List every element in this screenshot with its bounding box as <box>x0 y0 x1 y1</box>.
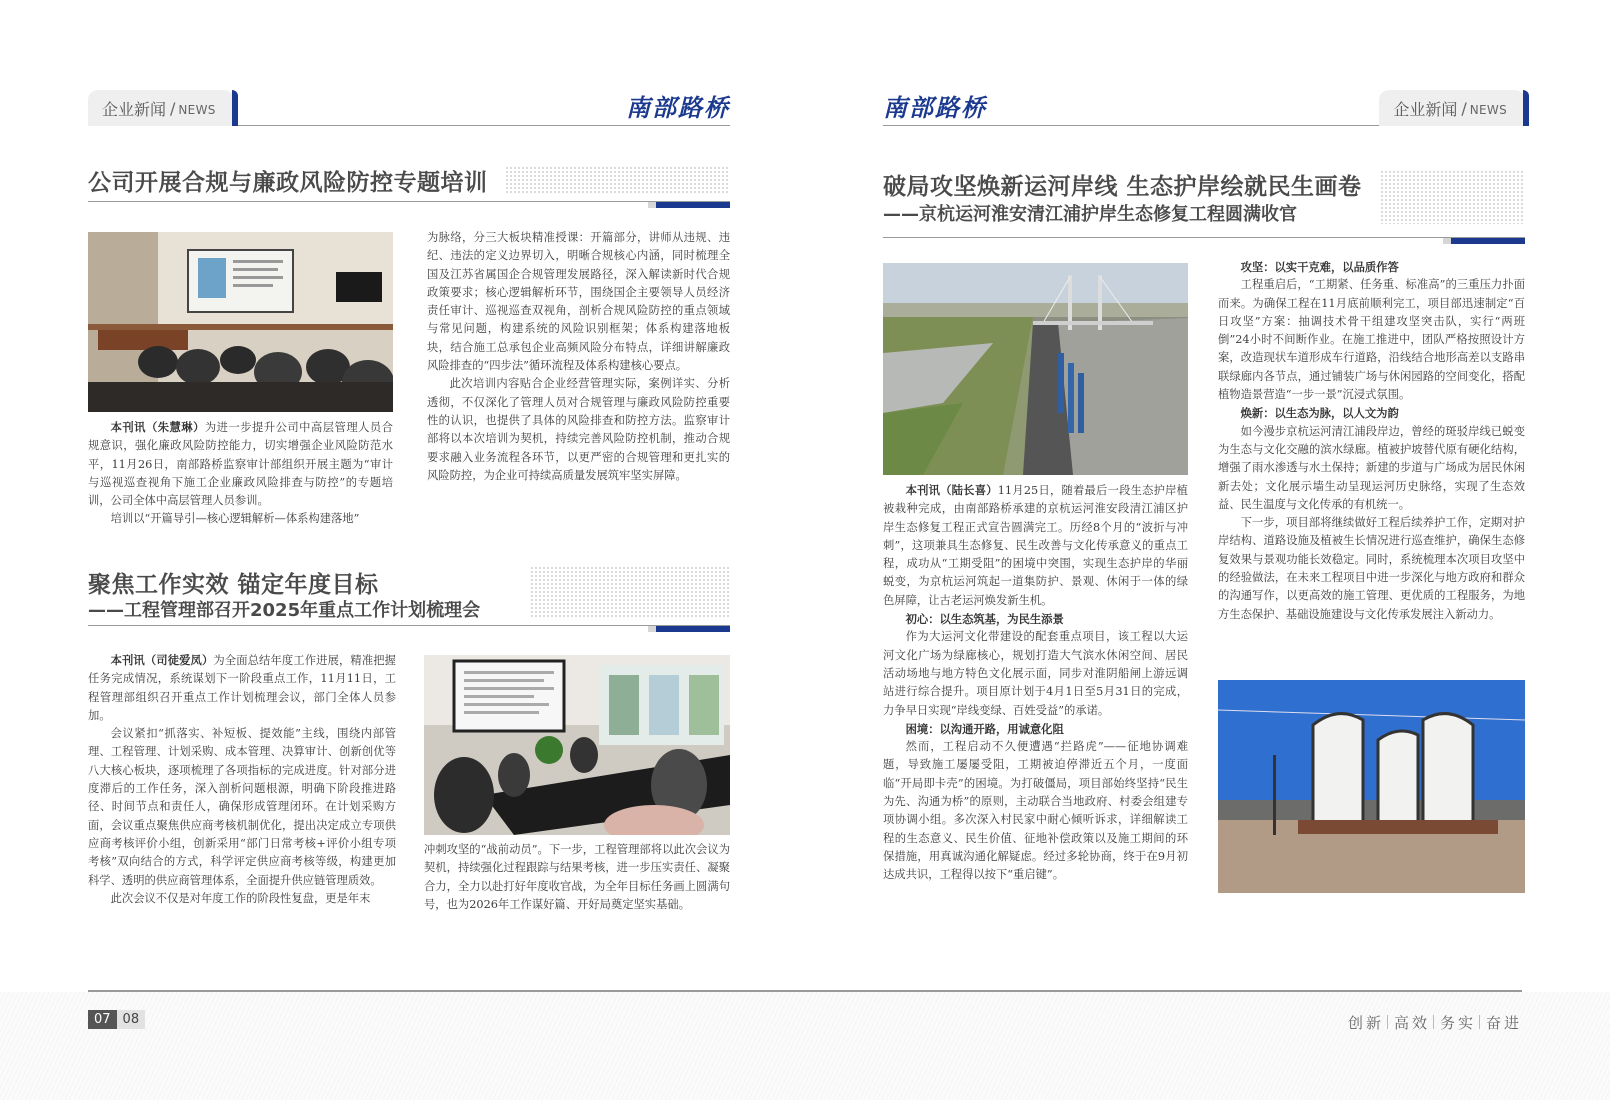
page-number-right: 08 <box>117 1010 146 1029</box>
accent-bar-blue <box>656 626 730 632</box>
page-header-right <box>883 88 1525 126</box>
article3-para2: 作为大运河文化带建设的配套重点项目，该工程以大运河文化广场为绿廊核心，规划打造大气滨水休闲空间、居民活动场地与地方特色文化展示面，同步对淮阴船闸上游远调站进行综合提升。项目原计划于4月1日至5月31日的完成，力争早日实现“岸线变绿、百姓受益”的承诺。 <box>883 630 1188 717</box>
meeting-room-image <box>424 655 730 835</box>
article2-para3-start: 此次会议不仅是对年度工作的阶段性复盘，更是年末 <box>110 891 371 905</box>
article1-para2-start: 培训以“开篇导引—核心逻辑解析—体系构建落地” <box>110 512 360 526</box>
article3-photo-aerial <box>883 263 1188 475</box>
article1-para1: 本刊讯（朱慧琳）为进一步提升公司中高层管理人员合规意识，强化廉政风险防控能力，切实增强企业风险防范水平，11月26日，南部路桥监察审计部组织开展主题为“审计与巡视巡查视角下施工企业廉政风险排查与防控”的专题培训，公司全体中高层管理人员参训。 <box>88 420 393 508</box>
article2-title: 聚焦工作实效 锚定年度目标 <box>88 572 379 598</box>
article3-subheading-2: 困境：以沟通开路，用诚意化阻 <box>905 721 1064 736</box>
accent-bar-grey <box>648 626 656 632</box>
article3-para4: 工程重启后，“工期紧、任务重、标准高”的三重压力扑面而来。为确保工程在11月底前顺利完工，项目部迅速制定“百日攻坚”方案：抽调技术骨干组建攻坚突击队，实行“两班倒”24小时不间断作业。在施工推进中，团队严格按照设计方案，改造现状车道形成车行道路，沿线结合地形高差以支路串联绿廊内各节点，通过铺装广场与休闲园路的空间变化，搭配植物造景营造“一步一景”沉浸式氛围。 <box>1218 278 1525 402</box>
article3-subheading-3: 攻坚：以实干克难，以品质作答 <box>1240 260 1399 274</box>
brand-logo: 南部路桥 <box>626 93 730 122</box>
article2-headline <box>88 566 730 626</box>
slogan-word: 高效 <box>1393 1014 1430 1032</box>
article3-photo-wall <box>1218 680 1525 893</box>
article2-col-left <box>88 651 396 908</box>
page-number-left: 07 <box>88 1010 117 1029</box>
article3-para1: 本刊讯（陆长喜）11月25日，随着最后一段生态护岸植被栽种完成，由南部路桥承建的京杭运河淮安段清江浦区护岸生态修复工程正式宣告圆满完工。历经8个月的“波折与冲刺”，这项兼具生态修复、民生改善与文化传承意义的重点工程，成功从“工期受阻”的困境中突围，实现生态护岸的华丽蜕变，为京杭运河筑起一道集防护、景观、休闲于一体的绿色屏障，让古老运河焕发新生机。 <box>883 483 1188 607</box>
dot-pattern <box>505 166 730 194</box>
section-tab-news <box>1379 90 1525 126</box>
dot-pattern <box>530 566 730 618</box>
article2-para1: 本刊讯（司徒爱凤）为全面总结年度工作进展，精准把握任务完成情况，系统谋划下一阶段重点工作，11月11日，工程管理部组织召开重点工作计划梳理会议，部门全体人员参加。 <box>88 653 396 722</box>
article2-para2: 会议紧扣“抓落实、补短板、提效能”主线，围绕内部管理、工程管理、计划采购、成本管理、决算审计、创新创优等八大核心板块，逐项梳理了各项指标的完成进度。针对部分进度滞后的工作任务，深入剖析问题根源，明确下阶段推进路径、时间节点和责任人，确保形成管理闭环。在计划采购方面，会议重点聚焦供应商考核机制优化，提出决定成立专项供应商考核评价小组，创新采用“部门日常考核+评价小组专项考核”双向结合的方式，科学评定供应商考核等级，构建更加科学、透明的供应商管理体系，全面提升供应链管理质效。 <box>88 727 396 887</box>
section-label-cn: 企业新闻 <box>102 99 167 119</box>
footer-slogan <box>1348 1012 1522 1033</box>
article1-headline <box>88 160 730 202</box>
cultural-wall-image <box>1218 680 1525 893</box>
article2-subtitle: ——工程管理部召开2025年重点工作计划梳理会 <box>88 600 481 621</box>
canal-aerial-image <box>883 263 1188 475</box>
article3-col-left <box>883 481 1188 885</box>
article1-para2-cont: 为脉络，分三大板块精准授课：开篇部分，讲师从违规、违纪、违法的定义边界切入，明晰合规核心内涵，同时梳理全国及江苏省属国企合规管理发展路径，深入解读新时代合规政策要求；核心逻辑解析环节，围绕国企主要领导人员经济责任审计、巡视巡查双视角，剖析合规风险防控的重点领域与常见问题，构建系统的风险识别框架；体系构建落地板块，结合施工总承包企业高频风险分布特点，详细讲解廉政风险排查的“四步法”循环流程及体系构建核心要点。 <box>427 231 730 373</box>
article2-photo <box>424 655 730 835</box>
section-slash: / <box>170 98 176 118</box>
accent-bar-blue <box>1451 238 1525 244</box>
article3-para3: 然而，工程启动不久便遭遇“拦路虎”——征地协调难题，导致施工屡屡受阻，工期被迫停滞近五个月，一度面临“开局即卡壳”的困境。为打破僵局，项目部始终坚持“民生为先、沟通为桥”的原则，主动联合当地政府、村委会组建专项协调小组。多次深入村民家中耐心倾听诉求，详细解读工程的生态意义、民生价值、征地补偿政策以及施工期间的环保措施，用真诚沟通化解疑虑。经过多轮协商，终于在9月初达成共识，工程得以按下“重启键”。 <box>883 740 1188 882</box>
article1-title: 公司开展合规与廉政风险防控专题培训 <box>88 170 488 196</box>
footer-background <box>0 992 1610 1100</box>
section-label-en: NEWS <box>178 103 216 117</box>
article3-col-right <box>1218 258 1525 624</box>
article3-headline <box>883 166 1525 238</box>
slogan-divider <box>1479 1015 1480 1029</box>
accent-bar-grey <box>1443 238 1451 244</box>
article1-col-right <box>427 229 730 485</box>
training-room-image <box>88 232 393 412</box>
article1-photo <box>88 232 393 412</box>
article3-lead: 本刊讯（陆长喜） <box>905 483 998 497</box>
slogan-word: 创新 <box>1347 1014 1384 1032</box>
right-page <box>805 0 1610 1100</box>
article1-lead: 本刊讯（朱慧琳） <box>110 420 205 434</box>
page-header-left <box>88 88 730 126</box>
article3-subheading-1: 初心：以生态筑基，为民生添景 <box>905 612 1064 627</box>
article2-col-right <box>424 841 730 914</box>
article3-para5: 如今漫步京杭运河清江浦段岸边，曾经的斑驳岸线已蜕变为生态与文化交融的滨水绿廊。植被护坡替代原有硬化结构，增强了雨水渗透与水土保持；新建的步道与广场成为居民休闲新去处；文化展示墙生动呈现运河历史脉络，实现了生态效益、民生温度与文化传承的有机统一。 <box>1218 424 1525 511</box>
accent-bar-grey <box>648 202 656 208</box>
slogan-divider <box>1387 1015 1388 1029</box>
slogan-divider <box>1433 1015 1434 1029</box>
slogan-word: 奋进 <box>1485 1014 1522 1032</box>
article1-col-left <box>88 418 393 529</box>
dot-pattern <box>1380 170 1525 224</box>
article3-title: 破局攻坚焕新运河岸线 生态护岸绘就民生画卷 <box>883 174 1362 200</box>
section-label-en: NEWS <box>1469 103 1507 117</box>
article3-subtitle: ——京杭运河淮安清江浦护岸生态修复工程圆满收官 <box>883 204 1297 225</box>
footer-rule <box>88 990 1522 992</box>
section-slash: / <box>1461 98 1467 118</box>
article3-subheading-4: 焕新：以生态为脉，以人文为韵 <box>1240 406 1399 421</box>
article2-para3-cont: 冲刺攻坚的“战前动员”。下一步，工程管理部将以此次会议为契机，持续强化过程跟踪与结果考核，进一步压实责任、凝聚合力，全力以赴打好年度收官战，为全年目标任务画上圆满句号，也为2026年工作谋好篇、开好局奠定坚实基础。 <box>424 843 730 911</box>
section-tab-news <box>88 90 234 126</box>
slogan-word: 务实 <box>1439 1014 1476 1032</box>
article1-para3: 此次培训内容贴合企业经营管理实际，案例详实、分析透彻，不仅深化了管理人员对合规管理与廉政风险防控重要性的认识，也提供了具体的风险排查和防控方法。监察审计部将以本次培训为契机，持续完善风险防控机制，推动合规要求融入业务流程各环节，以更严密的合规管理和更扎实的风险防控，为企业可持续高质量发展筑牢坚实屏障。 <box>427 377 730 482</box>
page-numbers <box>88 1010 145 1029</box>
article3-para6: 下一步，项目部将继续做好工程后续养护工作，定期对护岸结构、道路设施及植被生长情况进行巡查维护，确保生态修复效果与景观功能长效稳定。同时，系统梳理本次项目攻坚中的经验做法，在未来工程项目中进一步深化与地方政府和群众的沟通写作，以更高效的施工管理、更优质的工程服务，为地方生态保护、基础设施建设与文化传承发展注入新动力。 <box>1218 516 1525 621</box>
accent-bar-blue <box>656 202 730 208</box>
article2-lead: 本刊讯（司徒爱凤） <box>110 653 214 667</box>
section-label-cn: 企业新闻 <box>1393 99 1458 119</box>
brand-logo: 南部路桥 <box>883 93 987 122</box>
